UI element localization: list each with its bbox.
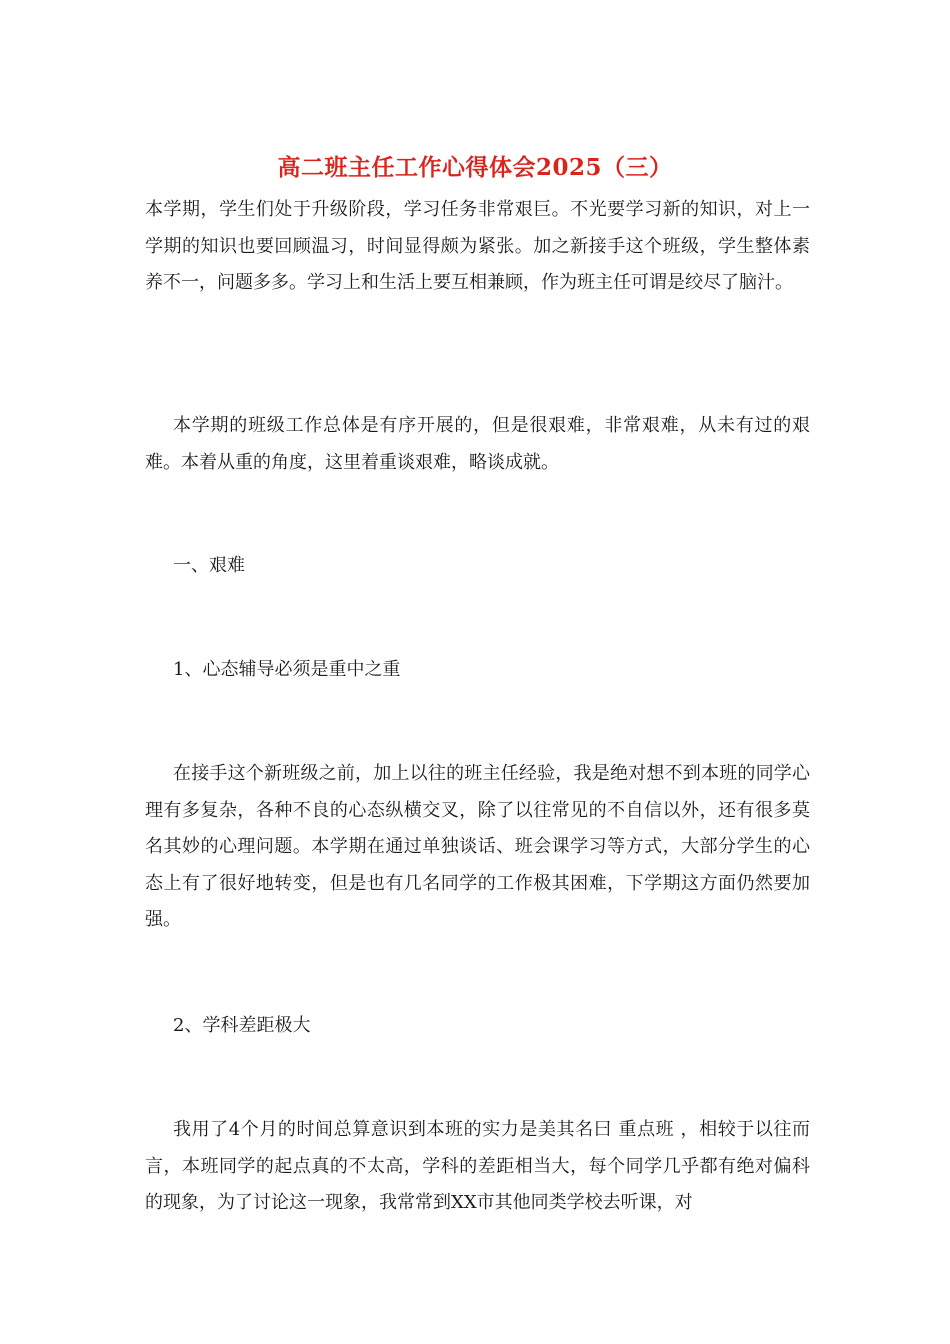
- paragraph-overview: 本学期的班级工作总体是有序开展的，但是很艰难，非常艰难，从未有过的艰难。本着从重的角度，这里着重谈艰难，略谈成就。: [145, 415, 810, 473]
- section-heading-difficulties: 一、艰难: [173, 555, 245, 576]
- paragraph-intro: 本学期，学生们处于升级阶段，学习任务非常艰巨。不光要学习新的知识，对上一学期的知识也要回顾温习，时间显得颇为紧张。加之新接手这个班级，学生整体素养不一，问题多多。学习上和生活上要互相兼顾，作为班主任可谓是绞尽了脑汁。: [145, 199, 810, 293]
- subheading-mental-counseling: 1、心态辅导必须是重中之重: [173, 659, 401, 680]
- paragraph-mental-counseling: 在接手这个新班级之前，加上以往的班主任经验，我是绝对想不到本班的同学心理有多复杂，各种不良的心态纵横交叉，除了以往常见的不自信以外，还有很多莫名其妙的心理问题。本学期在通过单独谈话、班会课学习等方式，大部分学生的心态上有了很好地转变，但是也有几名同学的工作极其困难，下学期这方面仍然要加强。: [145, 763, 810, 930]
- document-title: 高二班主任工作心得体会2025（三）: [277, 154, 673, 181]
- subheading-subject-gap: 2、学科差距极大: [173, 1015, 311, 1036]
- paragraph-subject-gap: 我用了4个月的时间总算意识到本班的实力是美其名曰 重点班 ，相较于以往而言，本班同学的起点真的不太高，学科的差距相当大，每个同学几乎都有绝对偏科的现象，为了讨论这一现象，我常常到XX市其他同类学校去听课，对: [145, 1119, 810, 1213]
